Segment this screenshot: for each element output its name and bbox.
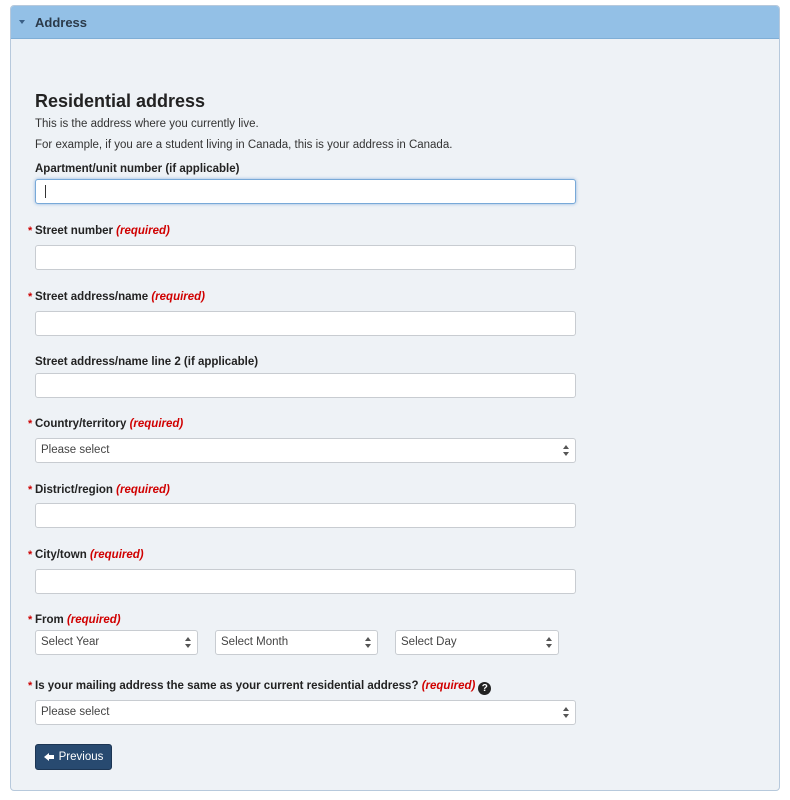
required-asterisk: * [28,484,33,496]
street-name-label: Street address/name (required) [35,291,206,303]
day-selected-value: Select Day [401,636,457,648]
select-arrows-icon [563,707,570,719]
street-number-input[interactable] [35,245,576,270]
required-asterisk: * [28,549,33,561]
previous-button-label: Previous [58,751,104,763]
country-select[interactable] [35,438,576,463]
help-icon[interactable]: ? [478,682,491,695]
required-asterisk: * [28,680,33,692]
district-label: District/region (required) [35,484,170,496]
required-asterisk: * [28,614,33,626]
text-cursor [45,185,46,198]
required-asterisk: * [28,418,33,430]
select-arrows-icon [185,637,192,649]
street-name-2-label: Street address/name line 2 (if applicable) [35,356,259,368]
street-name-2-input[interactable] [35,373,576,398]
city-label: City/town (required) [35,549,144,561]
intro-text-1: This is the address where you currently live. [35,118,259,130]
street-name-input[interactable] [35,311,576,336]
required-asterisk: * [28,225,33,237]
select-arrows-icon [365,637,372,649]
year-selected-value: Select Year [41,636,100,648]
apartment-label: Apartment/unit number (if applicable) [35,163,240,175]
select-arrows-icon [546,637,553,649]
mailing-same-selected-value: Please select [41,706,110,718]
intro-text-2: For example, if you are a student living in Canada, this is your address in Canada. [35,139,453,151]
from-label: From (required) [35,614,121,626]
panel-title: Address [35,14,88,30]
section-title: Residential address [35,91,206,111]
street-number-label: Street number (required) [35,225,170,237]
select-arrows-icon [563,445,570,457]
required-asterisk: * [28,291,33,303]
collapse-caret-icon[interactable] [19,20,25,24]
apartment-input[interactable] [35,179,576,204]
arrow-left-icon [44,753,54,761]
previous-button[interactable] [35,744,112,770]
panel-header[interactable] [11,6,779,39]
city-input[interactable] [35,569,576,594]
month-selected-value: Select Month [221,636,289,648]
country-selected-value: Please select [41,444,110,456]
address-panel [10,5,780,791]
year-select[interactable] [35,630,198,655]
mailing-same-label: Is your mailing address the same as your current residential address? (required) ? [35,680,491,695]
month-select[interactable] [215,630,378,655]
day-select[interactable] [395,630,559,655]
country-label: Country/territory (required) [35,418,184,430]
district-input[interactable] [35,503,576,528]
mailing-same-select[interactable] [35,700,576,725]
